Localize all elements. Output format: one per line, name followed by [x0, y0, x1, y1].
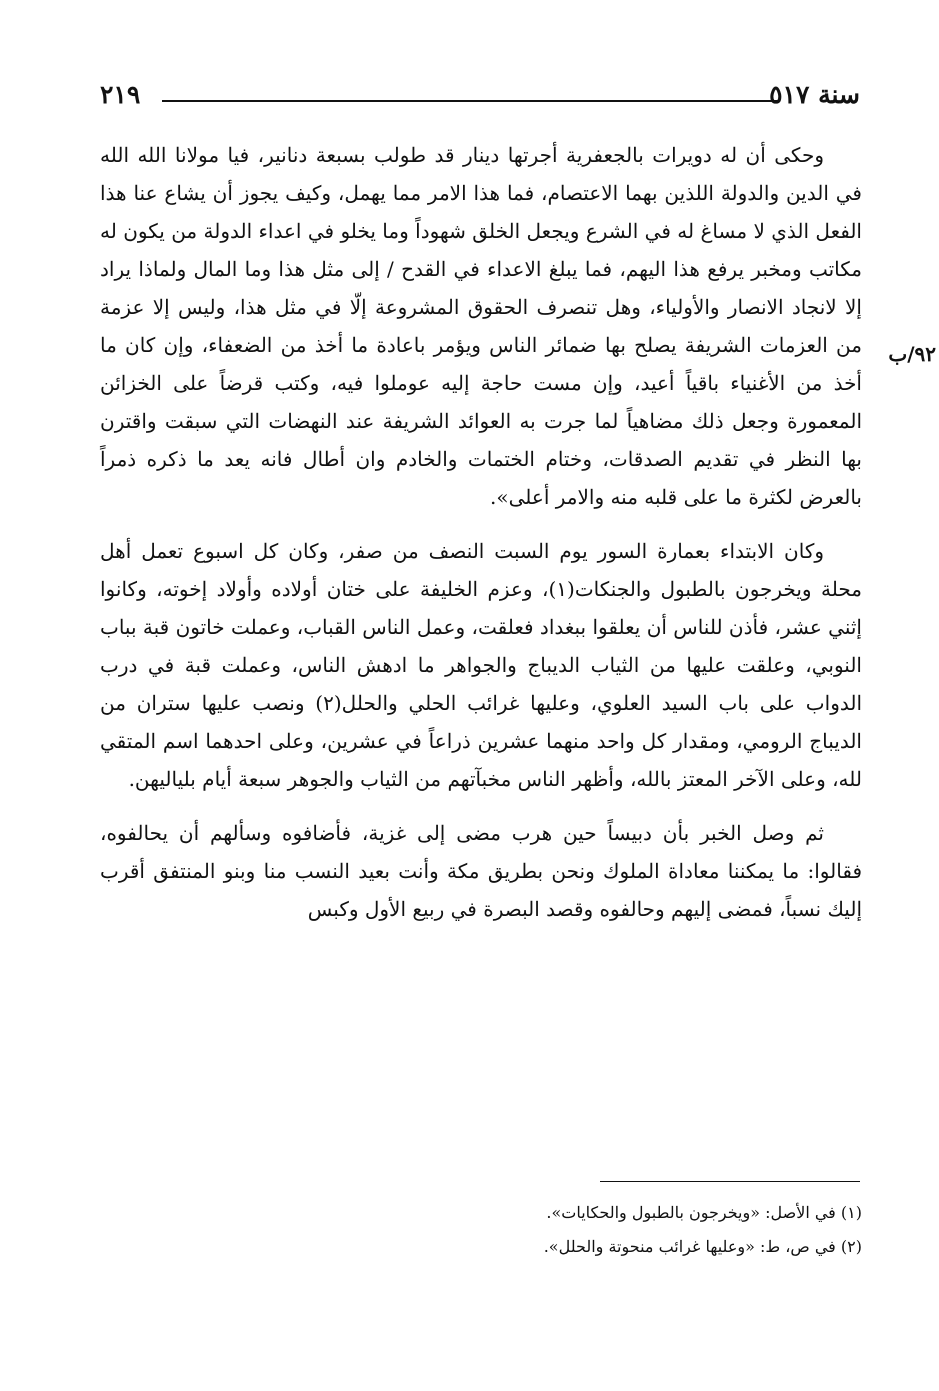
paragraph-2: وكان الابتداء بعمارة السور يوم السبت النصف من صفر، وكان كل اسبوع تعمل أهل محلة ويخرجون بالطبول والجنكات(١)، وعزم الخليفة على ختان أولاده وأولاد إخوته، وكانوا إثني عشر، فأذن للناس أن يعلقوا ببغداد فعلقت، وعمل الناس القباب، وعملت خاتون قبة بباب النوبي، وعلقت عليها من الثياب الديباج والجواهر ما ادهش الناس، وعملت قبة في درب الدواب على باب السيد العلوي، وعليها غرائب الحلي والحلل(٢) ونصب عليها ستران من الديباج الرومي، ومقدار كل واحد منهما عشرين ذراعاً في عشرين، وعلى احدهما اسم المتقي لله، وعلى الآخر المعتز بالله، وأظهر الناس مخبآتهم من الثياب والجوهر سبعة أيام بلياليهن. — [100, 539, 863, 791]
paragraph-1: وحكى أن له دويرات بالجعفرية أجرتها دينار قد طولب بسبعة دنانير، فيا مولانا الله الله في الدين والدولة اللذين بهما الاعتصام، فما هذا الامر مما يهمل، وكيف يجوز أن يشاع عنا هذا الفعل الذي لا مساغ له في الشرع ويجعل الخلق شهوداً وما يخلو في اعداء الدولة من يكون له مكاتب ومخبر يرفع هذا اليهم، فما يبلغ الاعداء في القدح / إلى مثل هذا وما المال ولماذا يراد إلا لانجاد الانصار والأولياء، وهل تنصرف الحقوق المشروعة إلّا في مثل هذا، وليس إلا عزمة من العزمات الشريفة يصلح بها ضمائر الناس ويؤمر باعادة ما أخذ من الضعفاء، وإن كان ما أخذ من الأغنياء باقياً أعيد، وإن مست حاجة إليه عوملوا فيه، وكتب قرضاً على الخزائن المعمورة وجعل ذلك مضاهياً لما جرت به العوائد الشريفة عند النهضات التي سبقت واقترن بها النظر في تقديم الصدقات، وختام الختمات والخادم وان أطال فانه يعد ما ذكره ذمراً بالعرض لكثرة ما على قلبه منه والامر أعلى». — [100, 143, 862, 509]
main-text — [100, 136, 862, 928]
footnote-2: (٢) في ص، ط: «وعليها غرائب منحوتة والحلل». — [543, 1237, 862, 1256]
manuscript-folio-marker: ٩٢/ب — [888, 342, 936, 366]
paragraph-3: ثم وصل الخبر بأن دبيساً حين هرب مضى إلى غزية، فأضافوه وسألهم أن يحالفوه، فقالوا: ما يمكننا معاداة الملوك ونحن بطريق مكة وأنت بعيد النسب منا وبنو المنتفق أقرب إليك نسباً، فمضى إليهم وحالفوه وقصد البصرة في ربيع الأول وكبس — [100, 821, 863, 921]
running-header — [100, 80, 860, 114]
page-number: ٢١٩ — [100, 80, 141, 109]
header-rule — [162, 100, 778, 102]
header-year: سنة ٥١٧ — [769, 80, 860, 109]
footnote-1: (١) في الأصل: «ويخرجون بالطبول والحكايات». — [546, 1203, 862, 1222]
footnotes — [100, 1196, 862, 1264]
footnote-rule — [600, 1181, 860, 1182]
